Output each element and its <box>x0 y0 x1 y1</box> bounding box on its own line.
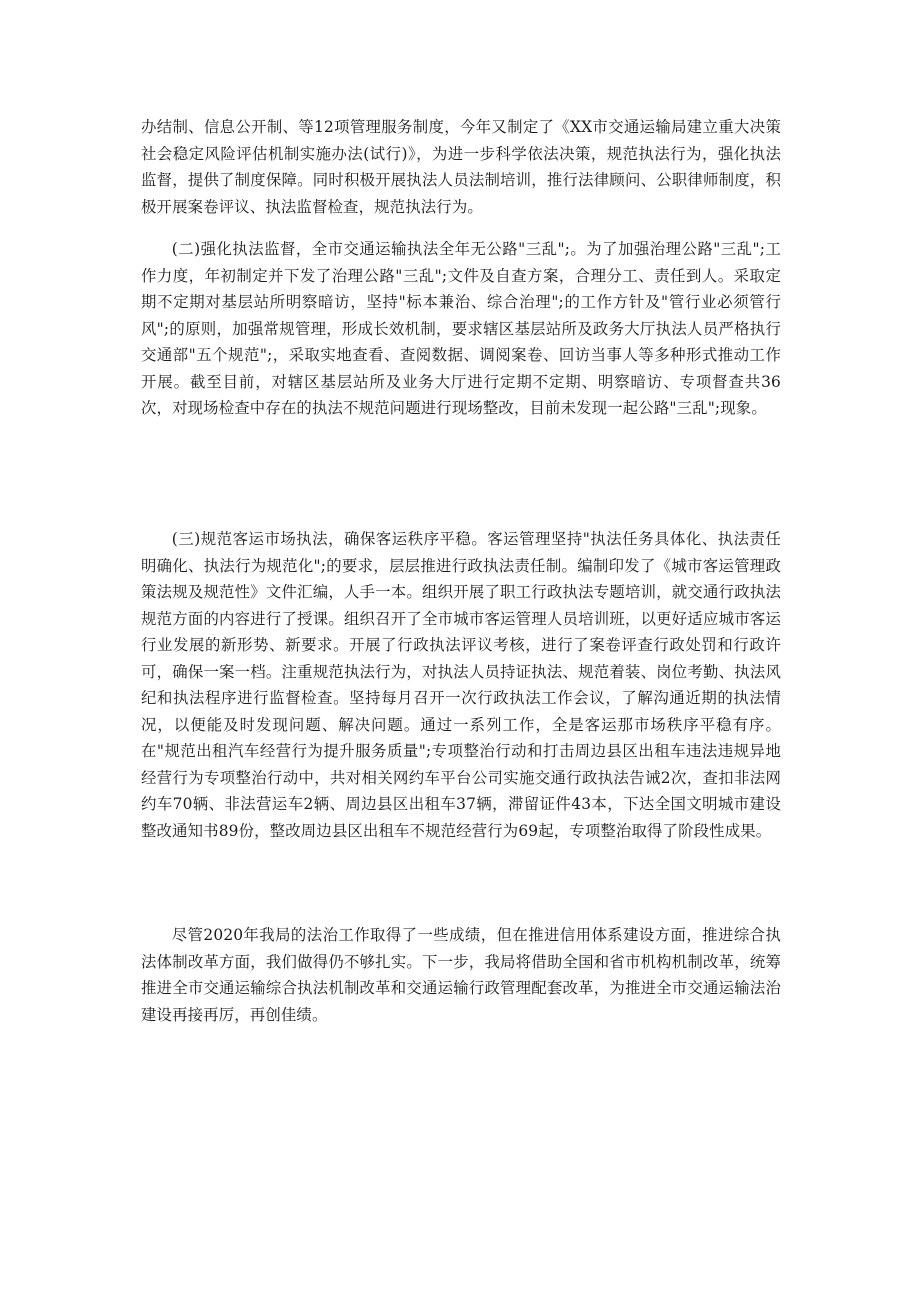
paragraph-passenger-transport: (三)规范客运市场执法，确保客运秩序平稳。客运管理坚持"执法任务具体化、执法责任明确化、执法行为规范化";的要求，层层推进行政执法责任制。编制印发了《城市客运管理政策法规及规范性》文件汇编，人手一本。组织开展了职工行政执法专题培训，就交通行政执法规范方面的内容进行了授课。组织召开了全市城市客运管理人员培训班，以更好适应城市客运行业发展的新形势、新要求。开展了行政执法评议考核，进行了案卷评查行政处罚和行政许可，确保一案一档。注重规范执法行为，对执法人员持证执法、规范着装、岗位考勤、执法风纪和执法程序进行监督检查。坚持每月召开一次行政执法工作会议，了解沟通近期的执法情况，以便能及时发现问题、解决问题。通过一系列工作，全是客运那市场秩序平稳有序。在"规范出租汽车经营行为提升服务质量";专项整治行动和打击周边县区出租车违法违规异地经营行为专项整治行动中，共对相关网约车平台公司实施交通行政执法告诫2次，查扣非法网约车70辆、非法营运车2辆、周边县区出租车37辆，滞留证件43本，下达全国文明城市建设整改通知书89份，整改周边县区出租车不规范经营行为69起，专项整治取得了阶段性成果。 <box>141 530 781 840</box>
paragraph-enforcement-supervision: (二)强化执法监督，全市交通运输执法全年无公路"三乱";。为了加强治理公路"三乱";工作力度，年初制定并下发了治理公路"三乱";文件及自查方案，合理分工、责任到人。采取定期不定期对基层站所明察暗访，坚持"标本兼治、综合治理";的工作方针及"管行业必须管行风";的原则，加强常规管理，形成长效机制，要求辖区基层站所及政务大厅执法人员严格执行交通部"五个规范";，采取实地查看、查阅数据、调阅案卷、回访当事人等多种形式推动工作开展。截至目前，对辖区基层站所及业务大厅进行定期不定期、明察暗访、专项督查共36次，对现场检查中存在的执法不规范问题进行现场整改，目前未发现一起公路"三乱";现象。 <box>141 240 781 417</box>
paragraph-conclusion: 尽管2020年我局的法治工作取得了一些成绩，但在推进信用体系建设方面，推进综合执法体制改革方面，我们做得仍不够扎实。下一步，我局将借助全国和省市机构机制改革，统筹推进全市交通运输综合执法机制改革和交通运输行政管理配套改革，为推进全市交通运输法治建设再接再厉，再创佳绩。 <box>141 926 781 1024</box>
paragraph-management-system: 办结制、信息公开制、等12项管理服务制度，今年又制定了《XX市交通运输局建立重大决策社会稳定风险评估机制实施办法(试行)》，为进一步科学依法决策，规范执法行为，强化执法监督，提供了制度保障。同时积极开展执法人员法制培训，推行法律顾问、公职律师制度，积极开展案卷评议、执法监督检查，规范执法行为。 <box>141 118 781 216</box>
